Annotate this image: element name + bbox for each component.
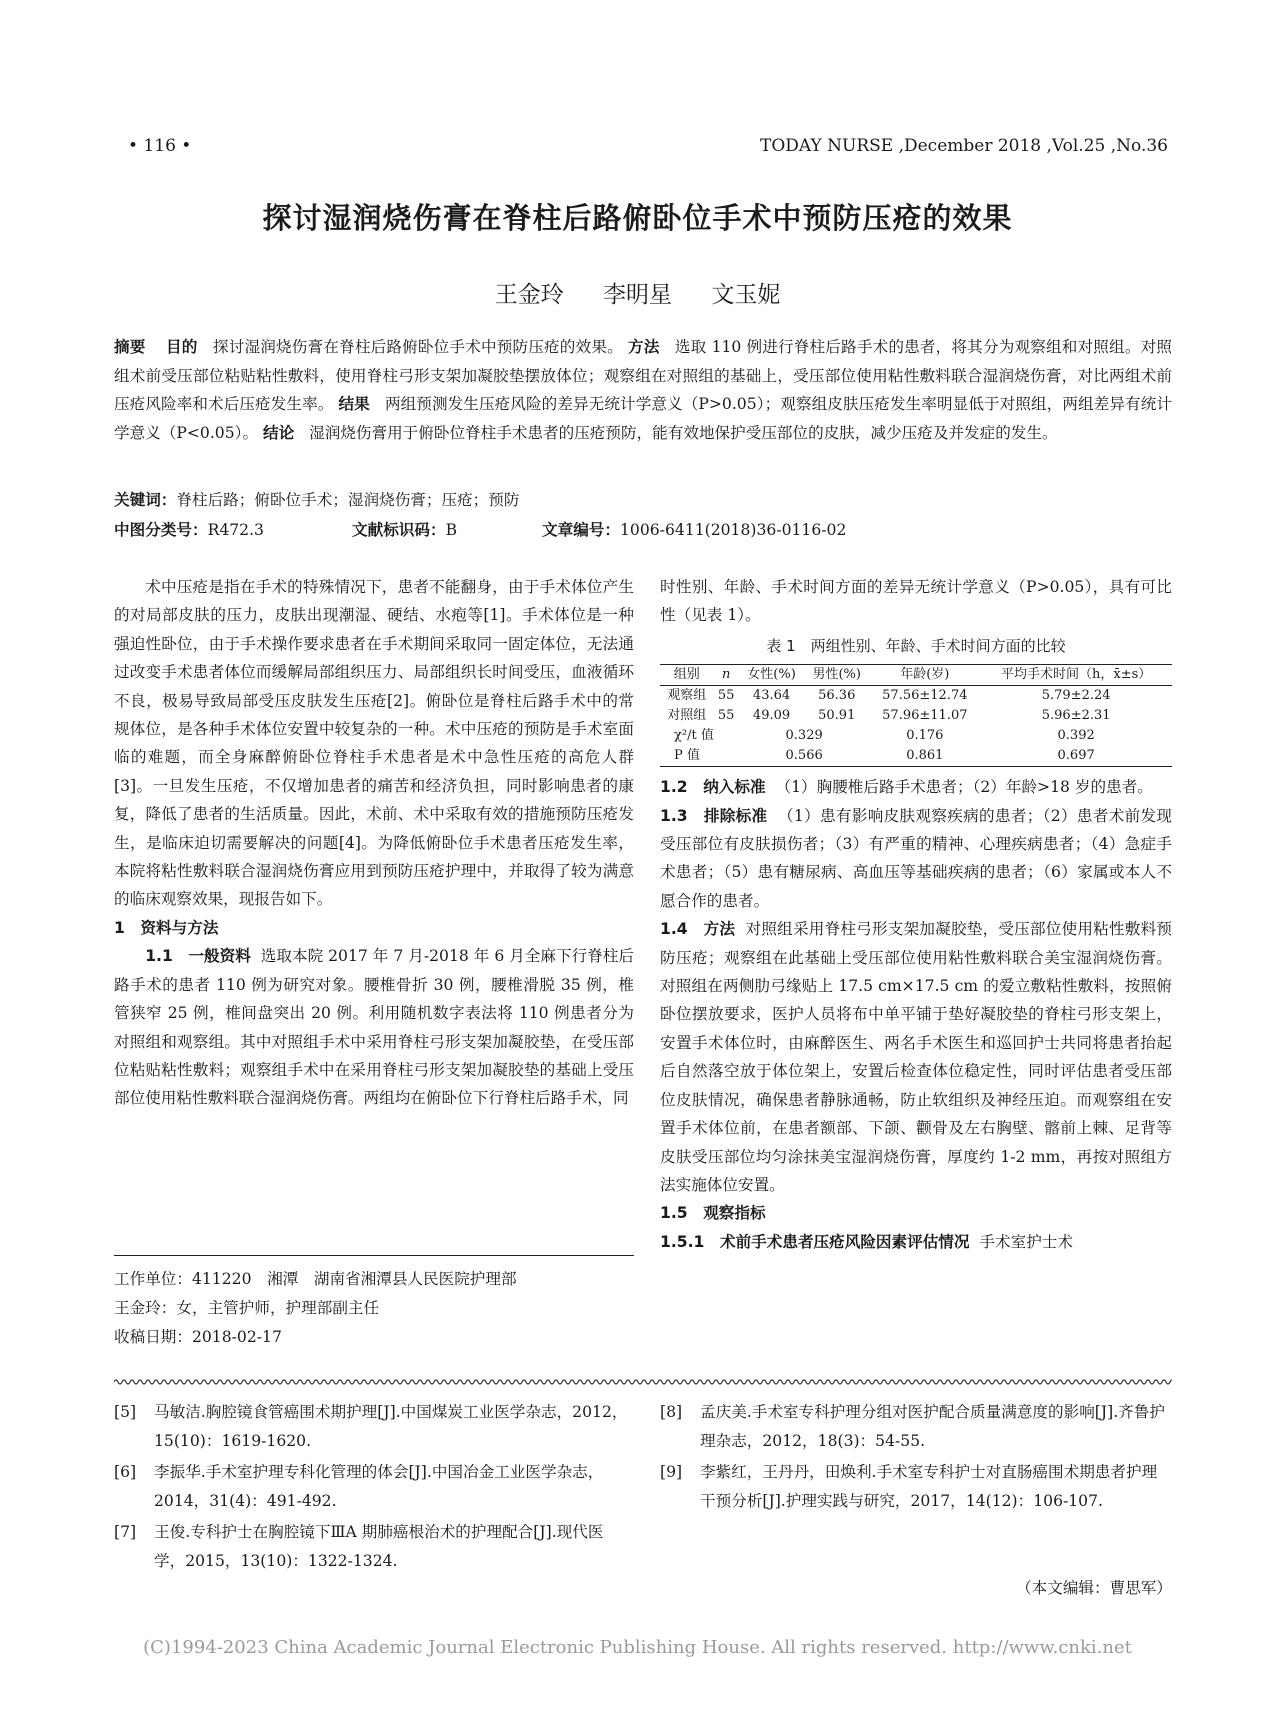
reference-item	[114, 1518, 634, 1576]
abstract-results: 两组预测发生压疮风险的差异无统计学意义（P>0.05）；观察组皮肤压疮发生率明显低于对照组，两组差异有统计学意义（P<0.05）。	[114, 395, 1172, 442]
table-header-cell: 组别	[660, 665, 713, 686]
article-title: 探讨湿润烧伤膏在脊柱后路俯卧位手术中预防压疮的效果	[262, 201, 1013, 235]
section-1-3-heading: 1.3 排除标准	[660, 806, 768, 825]
journal-info: TODAY NURSE ,December 2018 ,Vol.25 ,No.36	[760, 136, 1168, 156]
continuation-paragraph: 时性别、年龄、手术时间方面的差异无统计学意义（P>0.05），具有可比性（见表 1）。	[660, 578, 1172, 625]
abstract-methods-label: 方法	[628, 338, 660, 356]
intro-paragraph: 术中压疮是指在手术的特殊情况下，患者不能翻身，由于手术体位产生的对局部皮肤的压力，皮肤出现潮湿、硬结、水疱等[1]。手术体位是一种强迫性卧位，由于手术操作要求患者在手术期间采取同一固定体位，无法通过改变手术患者体位而缓解局部组织压力、局部组织长时间受压，血液循环不良，极易导致局部受压皮肤发生压疮[2]。俯卧位是脊柱后路手术中的常规体位，是各种手术体位安置中较复杂的一种。术中压疮的预防是手术室面临的难题，而全身麻醉俯卧位脊柱手术患者是术中急性压疮的高危人群[3]。一旦发生压疮，不仅增加患者的痛苦和经济负担，同时影响患者的康复，降低了患者的生活质量。因此，术前、术中采取有效的措施预防压疮发生，是临床迫切需要解决的问题[4]。为降低俯卧位手术患者压疮发生率，本院将粘性敷料联合湿润烧伤膏应用到预防压疮护理中，并取得了较为满意的临床观察效果，现报告如下。	[114, 578, 634, 909]
author-info: 王金玲：女，主管护师，护理部副主任	[114, 1299, 380, 1317]
table-cell: 57.56±12.74	[882, 688, 968, 704]
abstract-label: 摘要	[114, 338, 146, 356]
doc-label: 文献标识码：	[352, 521, 446, 539]
copyright-watermark: (C)1994-2023 China Academic Journal Electronic Publishing House. All rights reserved. http://www.cnki.net	[143, 1637, 1132, 1658]
table-cell: 0.566	[739, 746, 869, 767]
table-cell: P 值	[660, 746, 739, 767]
table-cell: 5.79±2.24	[1041, 688, 1111, 704]
section-1-5-1-heading: 1.5.1 术前手术患者压疮风险因素评估情况	[660, 1232, 970, 1251]
reference-number: [6]	[114, 1463, 137, 1481]
reference-item	[114, 1398, 634, 1456]
reference-text: 李振华.手术室护理专科化管理的体会[J].中国冶金工业医学杂志，2014，31(4)：491-492.	[154, 1463, 604, 1510]
abstract-conclusion-label: 结论	[263, 423, 295, 442]
table-cell: 5.96±2.31	[1041, 708, 1111, 724]
table-header-cell: 男性(%)	[804, 665, 869, 686]
received-date: 收稿日期：2018-02-17	[114, 1328, 282, 1346]
reference-number: [8]	[660, 1403, 683, 1421]
table-cell: 43.64	[752, 688, 791, 704]
section-1-4	[660, 915, 1172, 1199]
table-header-cell: 平均手术时间（h，x̄±s）	[980, 665, 1172, 686]
reference-text: 王俊.专科护士在胸腔镜下ⅢA 期肺癌根治术的护理配合[J].现代医学，2015，13(10)：1322-1324.	[154, 1523, 604, 1570]
section-1-1-text: 选取本院 2017 年 7 月-2018 年 6 月全麻下行脊柱后路手术的患者 110 例为研究对象。腰椎骨折 30 例，腰椎滑脱 35 例，椎管狭窄 25 例，椎间盘突出 20 例。利用随机数字表法将 110 例患者分为对照组和观察组。其中对照组手术中采用脊柱弓形支架加凝胶垫，在受压部位粘贴粘性敷料；观察组手术中在采用脊柱弓形支架加凝胶垫的基础上受压部位使用粘性敷料联合湿润烧伤膏。两组均在俯卧位下行脊柱后路手术，同	[114, 947, 634, 1108]
keywords	[114, 488, 1172, 510]
table-stat-row	[660, 746, 1172, 767]
reference-text: 李紫红，王丹丹，田焕利.手术室专科护士对直肠癌围术期患者护理干预分析[J].护理实践与研究，2017，14(12)：106-107.	[700, 1463, 1158, 1510]
section-1-5-1-text: 手术室护士术	[979, 1232, 1073, 1251]
clc-value: R472.3	[207, 521, 264, 539]
art-label: 文章编号：	[542, 521, 620, 539]
reference-item	[114, 1458, 634, 1516]
table-cell: 观察组	[667, 688, 707, 704]
abstract-methods: 选取 110 例进行脊柱后路手术的患者，将其分为观察组和对照组。对照组术前受压部位粘贴粘性敷料，使用脊柱弓形支架加凝胶垫摆放体位；观察组在对照组的基础上，受压部位使用粘性敷料联合湿润烧伤膏，对比两组术前压疮风险率和术后压疮发生率。	[114, 338, 1172, 413]
table-row	[660, 686, 1172, 707]
article-number	[542, 518, 846, 540]
body-left-column	[114, 573, 634, 1113]
keywords-text: 脊柱后路；俯卧位手术；湿润烧伤膏；压疮；预防	[176, 491, 520, 509]
section-1-4-text: 对照组采用脊柱弓形支架加凝胶垫，受压部位使用粘性敷料预防压疮；观察组在此基础上受压部位使用粘性敷料联合美宝湿润烧伤膏。对照组在两侧肋弓缘贴上 17.5 cm×17.5 cm 的爱立敷粘性敷料，按照俯卧位摆放要求，医护人员将布中单平铺于垫好凝胶垫的脊柱弓形支架上，安置手术体位时，由麻醉医生、两名手术医生和巡回护士共同将患者抬起后自然落空放于体位架上，安置后检查体位稳定性，同时评估患者受压部位皮肤情况，确保患者静脉通畅，防止软组织及神经压迫。而观察组在安置手术体位前，在患者额部、下颌、颧骨及左右胸壁、髂前上棘、足背等皮肤受压部位均匀涂抹美宝湿润烧伤膏，厚度约 1-2 mm，再按对照组方法实施体位安置。	[660, 920, 1172, 1194]
section-1-1	[114, 942, 634, 1112]
table-cell: 0.861	[869, 746, 980, 767]
author: 王金玲	[494, 282, 564, 308]
reference-item	[660, 1398, 1172, 1456]
abstract	[114, 333, 1172, 447]
section-1-5-heading: 1.5 观察指标	[660, 1204, 766, 1223]
author-footnote	[114, 1265, 634, 1352]
clc-number	[114, 518, 264, 540]
table-header-cell: n	[713, 665, 739, 686]
page-header	[128, 136, 1168, 162]
clc-label: 中图分类号：	[114, 521, 208, 539]
table-cell: 55	[717, 708, 735, 724]
table-cell: 50.91	[818, 708, 856, 724]
table-cell: 0.176	[906, 728, 944, 744]
work-unit: 工作单位：411220 湘潭 湖南省湘潭县人民医院护理部	[114, 1270, 517, 1288]
table-cell: χ²/t 值	[674, 728, 714, 744]
table-header-row	[660, 665, 1172, 686]
table-1-title: 表 1 两组性别、年龄、手术时间方面的比较	[766, 636, 1066, 655]
doc-code	[352, 518, 457, 540]
reference-number: [5]	[114, 1403, 137, 1421]
classification-line	[114, 518, 1172, 542]
author-list	[0, 276, 1275, 309]
section-1-3	[660, 802, 1172, 916]
reference-text: 马敏洁.胸腔镜食管癌围术期护理[J].中国煤炭工业医学杂志，2012，15(10)：1619-1620.	[154, 1403, 628, 1450]
abstract-conclusion: 湿润烧伤膏用于俯卧位脊柱手术患者的压疮预防，能有效地保护受压部位的皮肤，减少压疮及并发症的发生。	[309, 423, 1058, 442]
reference-number: [9]	[660, 1463, 683, 1481]
table-cell: 0.697	[980, 746, 1172, 767]
table-cell: 0.329	[785, 728, 823, 744]
section-1-3-text: （1）患有影响皮肤观察疾病的患者；（2）患者术前发现受压部位有皮肤损伤者；（3）有严重的精神、心理疾病患者；（4）急症手术患者；（5）患有糖尿病、高血压等基础疾病的患者；（6）家属或本人不愿合作的患者。	[660, 806, 1172, 910]
section-1-2-text: （1）胸腰椎后路手术患者；（2）年龄>18 岁的患者。	[775, 778, 1153, 797]
table-stat-row	[660, 726, 1172, 746]
wavy-divider	[114, 1378, 1172, 1386]
doc-value: B	[445, 521, 458, 539]
section-1-1-heading: 1.1 一般资料	[145, 947, 251, 966]
table-cell: 55	[717, 688, 735, 704]
reference-text: 孟庆美.手术室专科护理分组对医护配合质量满意度的影响[J].齐鲁护理杂志，2012，18(3)：54-55.	[700, 1403, 1165, 1450]
table-header-cell: 年龄(岁)	[869, 665, 980, 686]
table-cell: 49.09	[752, 708, 791, 724]
section-1-5-1	[660, 1228, 1172, 1256]
editor-note: （本文编辑：曹思军）	[1016, 1579, 1172, 1597]
abstract-objective: 探讨湿润烧伤膏在脊柱后路俯卧位手术中预防压疮的效果。	[212, 338, 623, 356]
table-cell: 57.96±11.07	[882, 708, 968, 724]
table-row	[660, 706, 1172, 726]
section-1-2	[660, 773, 1172, 801]
author: 文玉妮	[711, 282, 781, 308]
art-value: 1006-6411(2018)36-0116-02	[619, 521, 847, 539]
author: 李明星	[603, 282, 672, 308]
section-1-2-heading: 1.2 纳入标准	[660, 778, 766, 797]
table-header-cell: 女性(%)	[739, 665, 804, 686]
body-right-column	[660, 573, 1172, 1256]
section-1-heading: 1 资料与方法	[114, 918, 219, 937]
keywords-label: 关键词：	[114, 491, 177, 509]
page-number: • 116 •	[128, 136, 192, 156]
abstract-objective-label: 目的	[166, 338, 198, 356]
reference-number: [7]	[114, 1523, 137, 1541]
table-cell: 0.392	[1057, 728, 1095, 744]
section-1-4-heading: 1.4 方法	[660, 920, 736, 939]
reference-item	[660, 1458, 1172, 1516]
table-cell: 对照组	[667, 708, 707, 724]
table-1	[660, 664, 1172, 767]
footnote-rule	[114, 1255, 634, 1256]
abstract-results-label: 结果	[338, 395, 370, 413]
table-cell: 56.36	[818, 688, 856, 704]
